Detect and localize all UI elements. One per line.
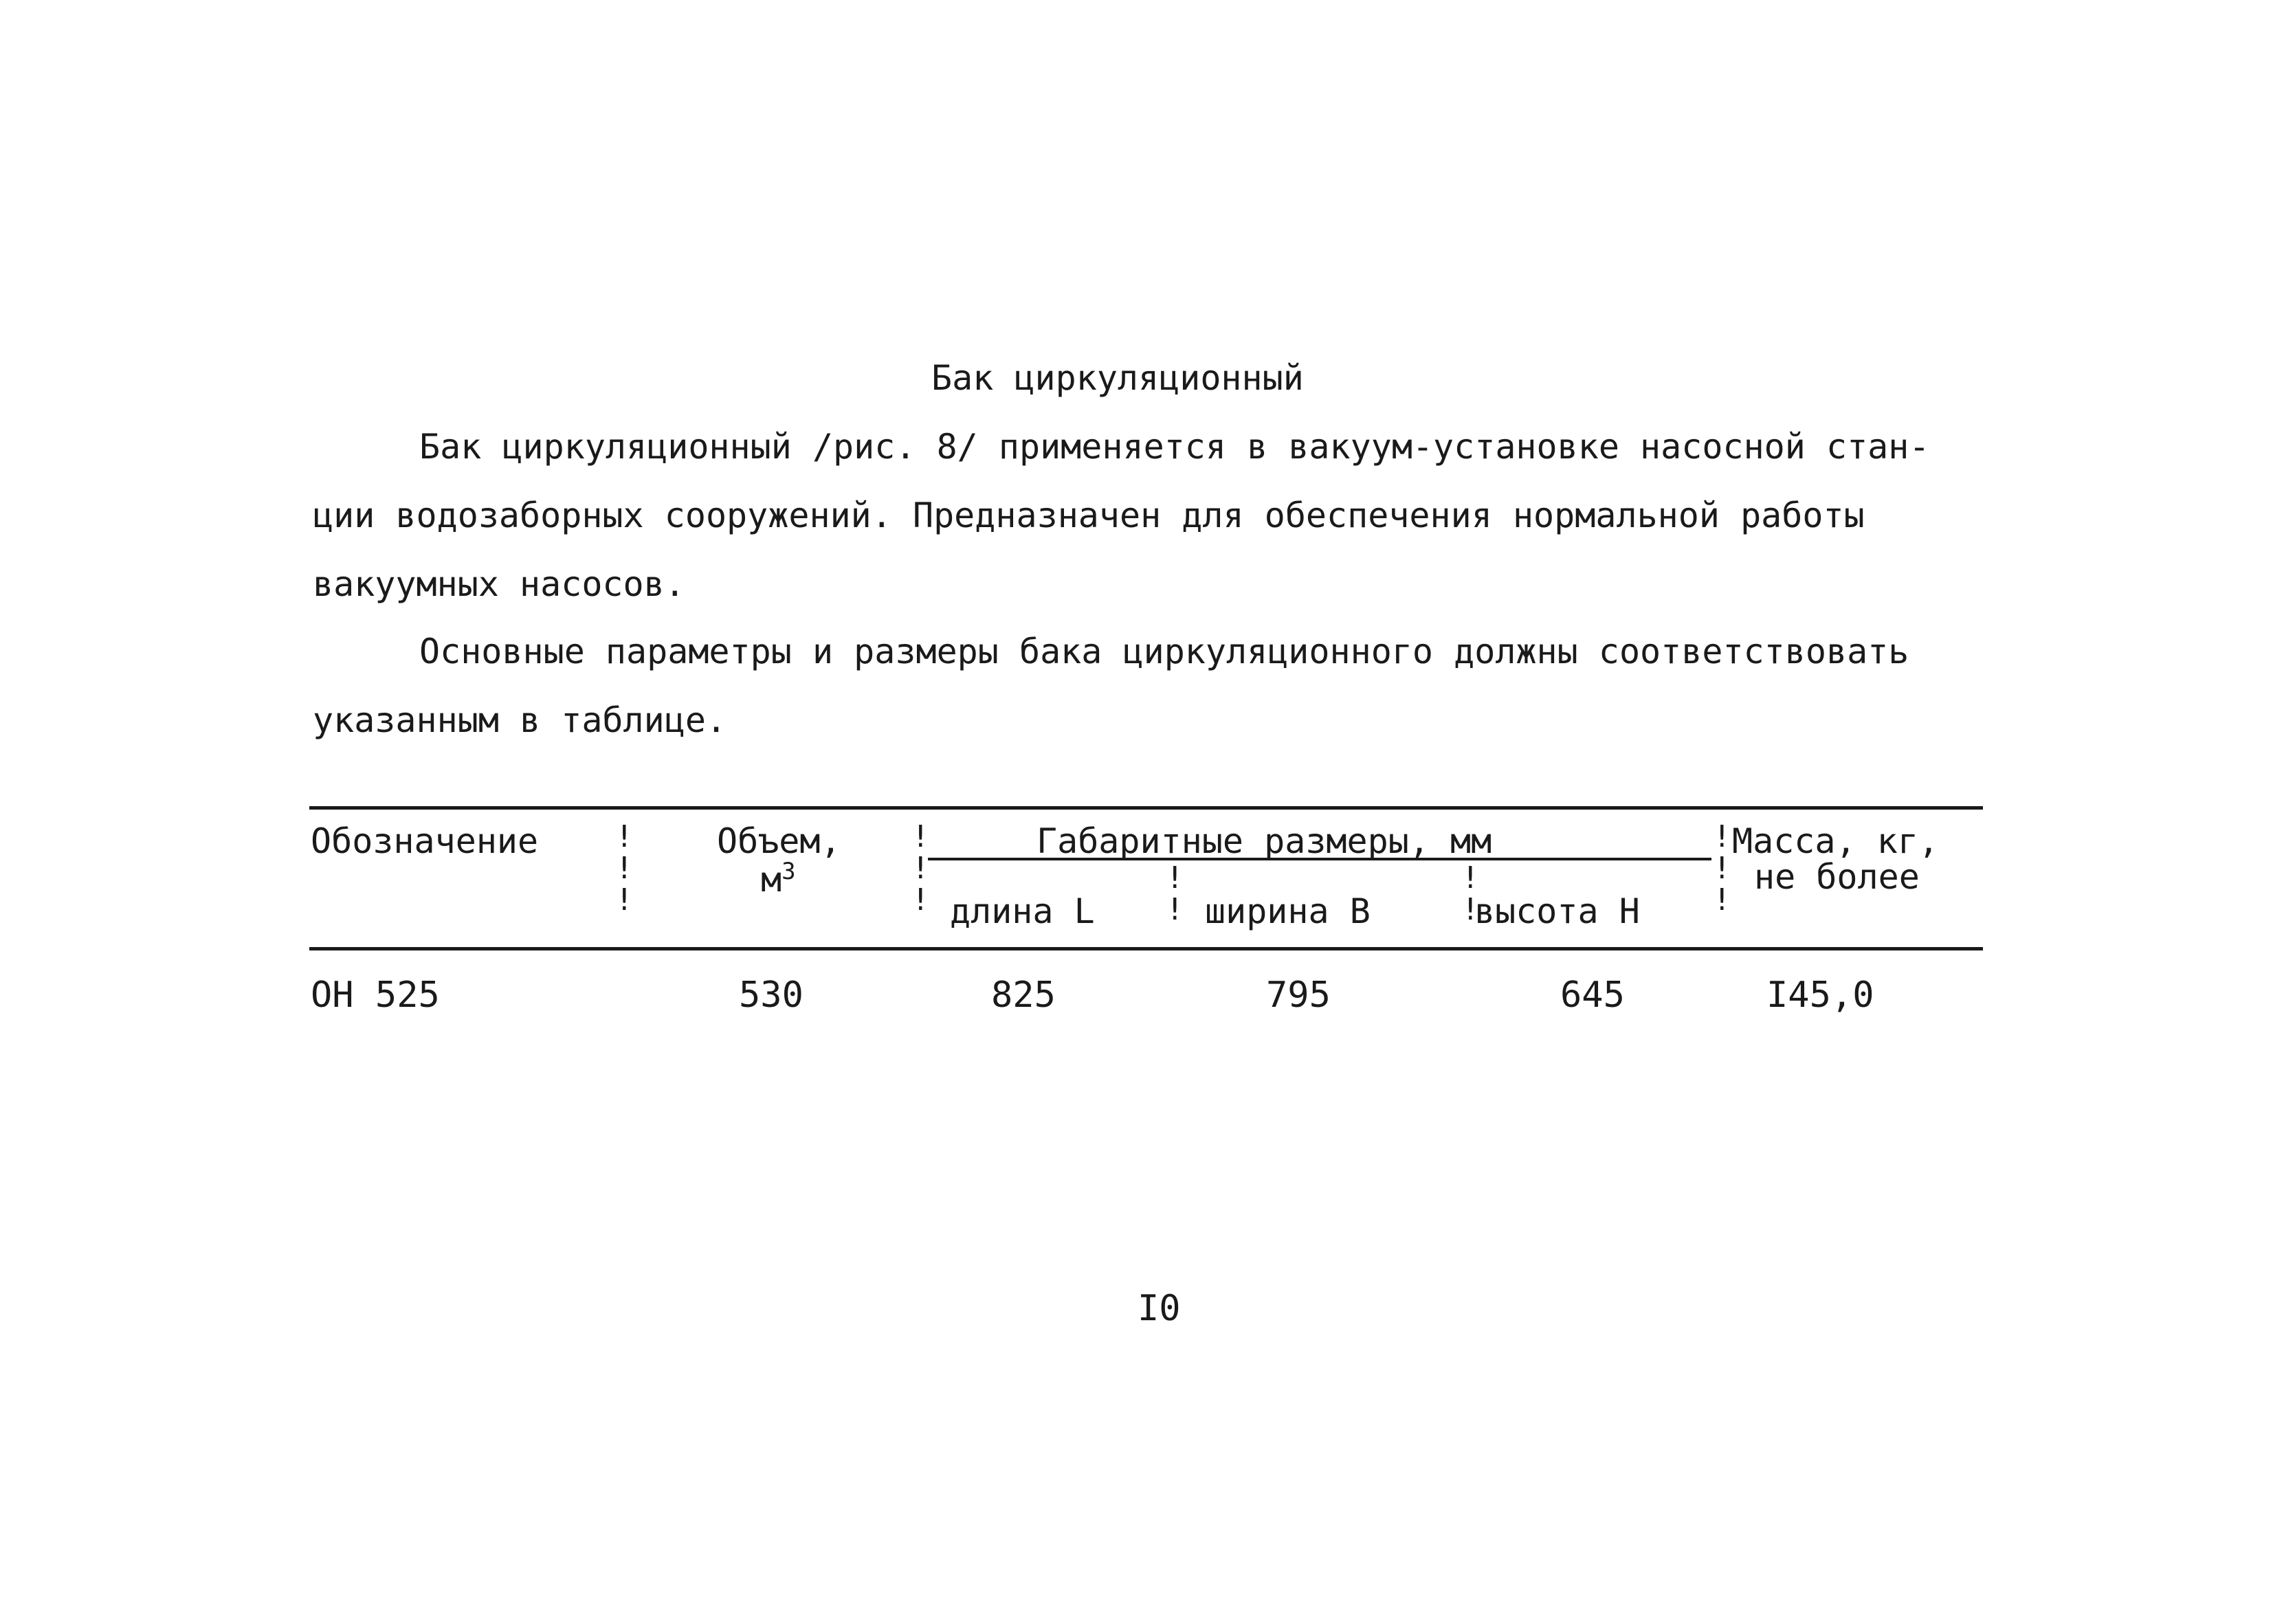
- paragraph-description: [313, 412, 1976, 619]
- cell-length: 825: [991, 975, 1056, 1016]
- column-separator: ! ! !: [1713, 819, 1731, 917]
- volume-unit-text: м: [761, 860, 782, 900]
- header-volume-unit: [761, 852, 796, 899]
- page-number: I0: [1138, 1288, 1181, 1329]
- cell-height: 645: [1560, 975, 1625, 1016]
- volume-unit-exponent: 3: [781, 858, 796, 885]
- table-top-rule: [309, 806, 1983, 810]
- paragraph-parameters: [313, 617, 1976, 755]
- paragraph-line: ции водозаборных сооружений. Предназначен для обеспечения нормальной работы: [313, 496, 1865, 535]
- header-volume: Объем,: [717, 821, 841, 861]
- cell-mass: I45,0: [1766, 975, 1874, 1016]
- header-width: ширина В: [1205, 891, 1371, 931]
- header-mass-line2: не более: [1754, 857, 1920, 897]
- column-separator: ! !: [1166, 860, 1184, 927]
- paragraph-line: указанным в таблице.: [313, 700, 727, 740]
- table-header-rule: [309, 947, 1983, 950]
- header-mass-line1: Масса, кг,: [1732, 821, 1940, 861]
- cell-volume: 530: [739, 975, 803, 1016]
- paragraph-line: вакуумных насосов.: [313, 564, 685, 604]
- column-separator: ! ! !: [615, 819, 634, 917]
- header-height: высота Н: [1474, 891, 1640, 931]
- header-designation: Обозначение: [311, 821, 539, 861]
- cell-designation: ОН 525: [311, 975, 440, 1016]
- cell-width: 795: [1266, 975, 1331, 1016]
- paragraph-line: Бак циркуляционный /рис. 8/ применяется в вакуум-установке насосной стан-: [419, 427, 1930, 467]
- document-title: Бак циркуляционный: [931, 358, 1304, 398]
- column-separator: ! !: [1461, 860, 1480, 927]
- header-dimensions: Габаритные размеры, мм: [1036, 821, 1492, 861]
- header-length: длина L: [950, 891, 1095, 931]
- column-separator: ! ! !: [911, 819, 930, 917]
- paragraph-line: Основные параметры и размеры бака циркуляционного должны соответствовать: [419, 632, 1909, 671]
- dimensions-underline: [928, 858, 1711, 860]
